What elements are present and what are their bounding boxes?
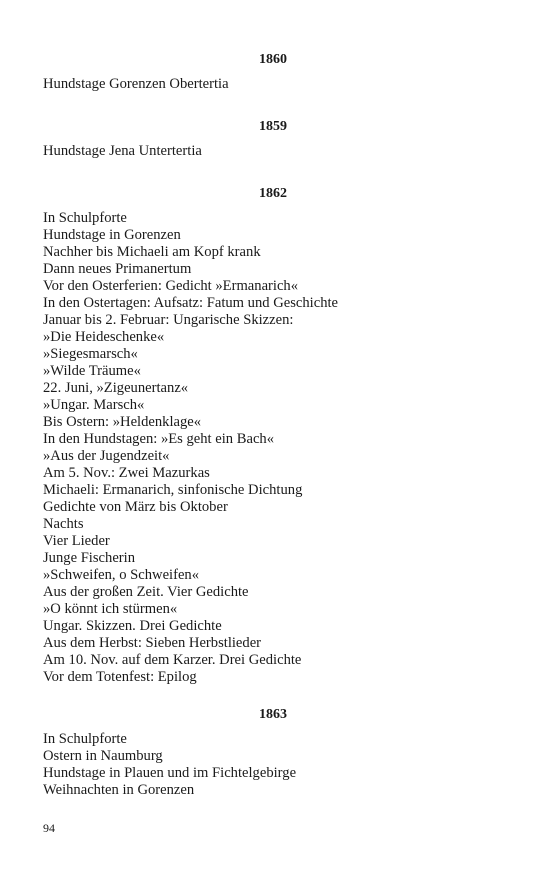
entry-line: Ostern in Naumburg [43,748,163,764]
entry-line: Vor den Osterferien: Gedicht »Ermanarich« [43,278,299,294]
entry-line: Januar bis 2. Februar: Ungarische Skizzen: [43,312,294,328]
year-heading: 1862 [259,186,287,201]
entry-line: In Schulpforte [43,210,127,226]
entry-list [43,76,503,93]
entry-line: Aus der großen Zeit. Vier Gedichte [43,584,249,600]
entry-line: Am 5. Nov.: Zwei Mazurkas [43,465,210,481]
entry-line: »Ungar. Marsch« [43,397,145,413]
entry-line: In den Hundstagen: »Es geht ein Bach« [43,431,275,447]
page-number: 94 [43,821,55,835]
year-heading: 1859 [259,119,287,134]
entry-line: Nachher bis Michaeli am Kopf krank [43,244,261,260]
entry-list [43,143,503,160]
entry-line: Hundstage Gorenzen Obertertia [43,76,229,92]
entry-line: »Die Heideschenke« [43,329,165,345]
entry-line: Vor dem Totenfest: Epilog [43,669,197,685]
entry-line: Hundstage in Plauen und im Fichtelgebirge [43,765,297,781]
entry-line: »O könnt ich stürmen« [43,601,178,617]
entry-line: »Siegesmarsch« [43,346,138,362]
entry-line: Am 10. Nov. auf dem Karzer. Drei Gedichte [43,652,302,668]
year-heading: 1863 [259,707,287,722]
entry-line: »Wilde Träume« [43,363,141,379]
entry-line: Michaeli: Ermanarich, sinfonische Dichtung [43,482,303,498]
entry-line: Hundstage in Gorenzen [43,227,181,243]
section-1863 [43,706,503,799]
entry-line: Dann neues Primanertum [43,261,192,277]
section-1859 [43,118,503,160]
entry-list [43,731,503,799]
year-heading: 1860 [259,52,287,67]
entry-line: Junge Fischerin [43,550,136,566]
section-1862 [43,185,503,686]
entry-line: Bis Ostern: »Heldenklage« [43,414,202,430]
entry-line: Aus dem Herbst: Sieben Herbstlieder [43,635,262,651]
entry-line: »Aus der Jugendzeit« [43,448,170,464]
section-1860 [43,51,503,93]
entry-line: Gedichte von März bis Oktober [43,499,228,515]
entry-line: Nachts [43,516,84,532]
entry-line: »Schweifen, o Schweifen« [43,567,200,583]
entry-line: Weihnachten in Gorenzen [43,782,195,798]
entry-line: Hundstage Jena Untertertia [43,143,202,159]
entry-line: Ungar. Skizzen. Drei Gedichte [43,618,222,634]
entry-line: In den Ostertagen: Aufsatz: Fatum und Geschichte [43,295,339,311]
entry-line: 22. Juni, »Zigeunertanz« [43,380,189,396]
entry-line: Vier Lieder [43,533,110,549]
entry-list [43,210,503,686]
entry-line: In Schulpforte [43,731,127,747]
